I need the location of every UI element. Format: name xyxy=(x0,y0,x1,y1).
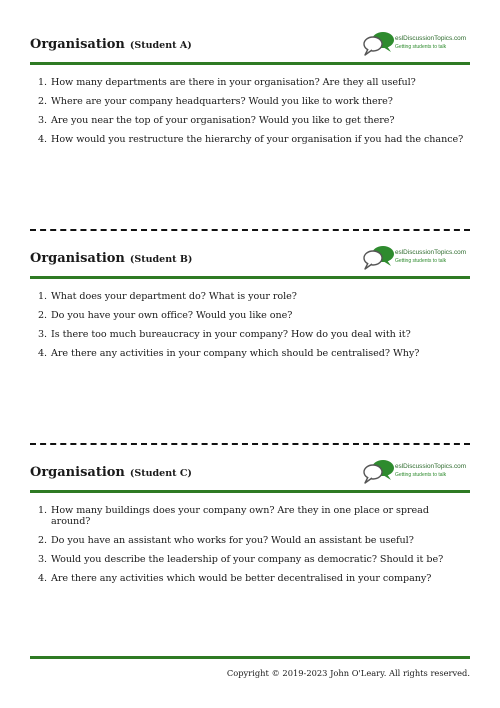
speech-bubbles-icon xyxy=(362,31,396,57)
logo-brand: eslDiscussionTopics.com xyxy=(395,249,467,256)
question-item: 2. Do you have your own office? Would you like one? xyxy=(50,310,470,321)
question-item: 1. What does your department do? What is your role? xyxy=(50,291,470,302)
site-logo xyxy=(360,458,470,484)
green-divider xyxy=(30,62,470,65)
green-divider xyxy=(30,490,470,493)
question-list xyxy=(30,505,470,584)
logo-tagline: Getting students to talk xyxy=(395,44,447,50)
section-header xyxy=(30,244,470,274)
question-item: 1. How many buildings does your company own? Are they in one place or spread around? xyxy=(50,505,470,527)
question-item: 1. How many departments are there in your organisation? Are they all useful? xyxy=(50,77,470,88)
section-student-a xyxy=(30,30,470,153)
title-text: Organisation xyxy=(30,37,125,52)
question-item: 2. Do you have an assistant who works for you? Would an assistant be useful? xyxy=(50,535,470,546)
question-item: 4. Are there any activities which would be better decentralised in your company? xyxy=(50,573,470,584)
section-title xyxy=(30,37,192,52)
question-item: 3. Are you near the top of your organisation? Would you like to get there? xyxy=(50,115,470,126)
dashed-cut-line xyxy=(30,443,470,445)
section-student-b xyxy=(30,244,470,367)
question-item: 3. Would you describe the leadership of your company as democratic? Should it be? xyxy=(50,554,470,565)
student-label: (Student B) xyxy=(129,254,193,265)
section-title xyxy=(30,465,192,480)
question-item: 4. How would you restructure the hierarchy of your organisation if you had the chance? xyxy=(50,134,470,145)
logo-tagline: Getting students to talk xyxy=(395,472,447,478)
question-item: 2. Where are your company headquarters? Would you like to work there? xyxy=(50,96,470,107)
footer-divider xyxy=(30,656,470,659)
section-header xyxy=(30,458,470,488)
logo-brand: eslDiscussionTopics.com xyxy=(395,35,467,42)
section-header xyxy=(30,30,470,60)
question-item: 3. Is there too much bureaucracy in your company? How do you deal with it? xyxy=(50,329,470,340)
question-list xyxy=(30,77,470,145)
title-text: Organisation xyxy=(30,465,125,480)
question-item: 4. Are there any activities in your company which should be centralised? Why? xyxy=(50,348,470,359)
section-title xyxy=(30,251,192,266)
site-logo xyxy=(360,30,470,56)
title-text: Organisation xyxy=(30,251,125,266)
speech-bubbles-icon xyxy=(362,245,396,271)
logo-brand: eslDiscussionTopics.com xyxy=(395,463,467,470)
question-list xyxy=(30,291,470,359)
copyright-text: Copyright © 2019-2023 John O'Leary. All rights reserved. xyxy=(226,668,470,678)
dashed-cut-line xyxy=(30,229,470,231)
section-student-c xyxy=(30,458,470,592)
site-logo xyxy=(360,244,470,270)
student-label: (Student A) xyxy=(129,40,192,51)
student-label: (Student C) xyxy=(129,468,192,479)
logo-tagline: Getting students to talk xyxy=(395,258,447,264)
speech-bubbles-icon xyxy=(362,459,396,485)
green-divider xyxy=(30,276,470,279)
